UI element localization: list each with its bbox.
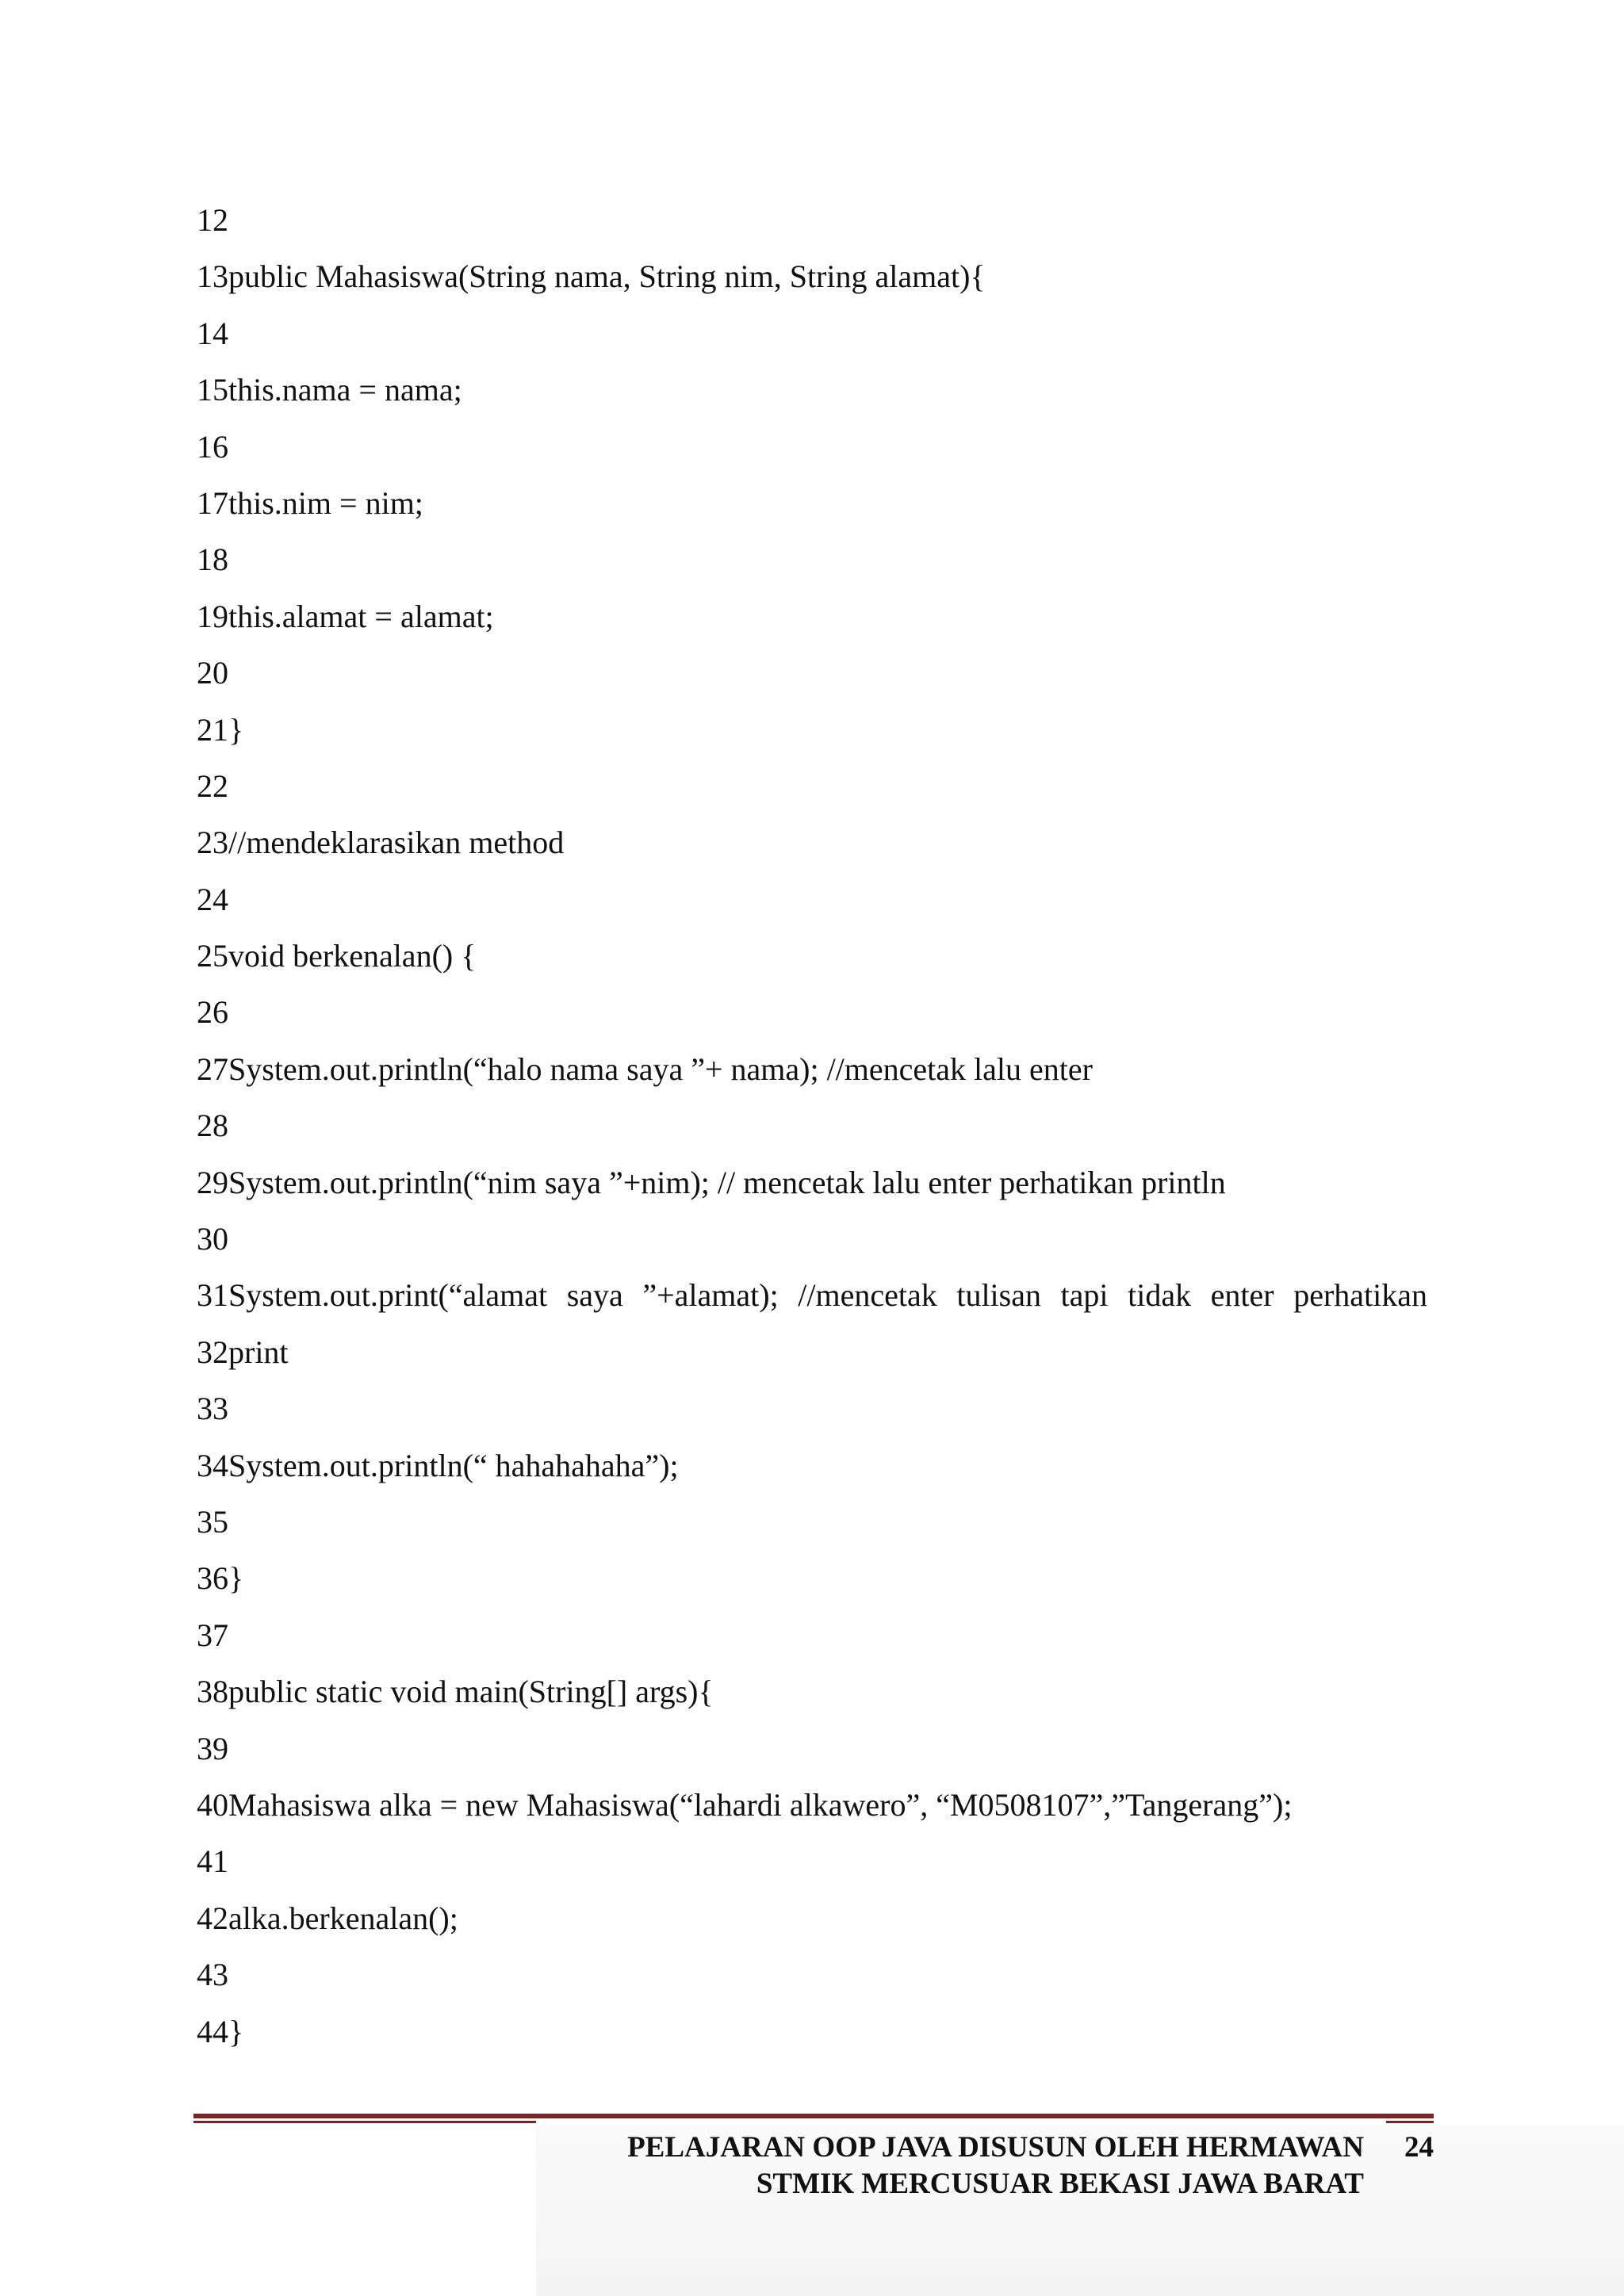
code-line: 24 <box>197 881 228 917</box>
code-listing <box>197 192 1427 2060</box>
page-number: 24 <box>1404 2131 1434 2164</box>
code-line: 37 <box>197 1617 228 1653</box>
code-line: 43 <box>197 1957 228 1993</box>
code-line: 16 <box>197 428 228 465</box>
code-line: 23//mendeklarasikan method <box>197 825 565 861</box>
code-line: 29System.out.println(“nim saya ”+nim); // mencetak lalu enter perhatikan println <box>197 1164 1226 1200</box>
code-line: 14 <box>197 315 228 351</box>
code-line: 17this.nim = nim; <box>197 484 423 521</box>
code-line: 34System.out.println(“ hahahahaha”); <box>197 1447 679 1483</box>
code-line: 31System.out.print(“alamat saya ”+alamat); //mencetak tulisan tapi tidak enter perhatikan <box>197 1277 1427 1314</box>
footer-credit-line-1: PELAJARAN OOP JAVA DISUSUN OLEH HERMAWAN <box>627 2131 1364 2164</box>
code-line: 28 <box>197 1108 228 1144</box>
code-line: 35 <box>197 1503 228 1540</box>
code-line: 25void berkenalan() { <box>197 938 477 974</box>
code-line: 12 <box>197 202 228 238</box>
code-line: 30 <box>197 1221 228 1257</box>
footer-divider <box>193 2114 1434 2125</box>
footer-credit-line-2: STMIK MERCUSUAR BEKASI JAWA BARAT <box>756 2168 1364 2200</box>
code-line: 13public Mahasiswa(String nama, String nim, String alamat){ <box>197 258 986 295</box>
footer-credit <box>555 2130 1364 2202</box>
code-line: 33 <box>197 1391 228 1427</box>
footer-divider-thin-right <box>1386 2121 1434 2123</box>
code-line: 39 <box>197 1730 228 1766</box>
code-line: 36} <box>197 1560 244 1597</box>
code-line: 26 <box>197 994 228 1031</box>
footer-divider-thin-left <box>193 2121 536 2123</box>
code-line: 21} <box>197 711 244 748</box>
code-line: 22 <box>197 767 228 804</box>
code-line: 15this.nama = nama; <box>197 372 462 408</box>
code-line: 20 <box>197 655 228 691</box>
code-line: 27System.out.println(“halo nama saya ”+ nama); //mencetak lalu enter <box>197 1050 1093 1087</box>
code-line: 32print <box>197 1334 289 1370</box>
code-line: 18 <box>197 541 228 578</box>
footer-divider-thick <box>193 2114 1434 2118</box>
code-line: 38public static void main(String[] args){ <box>197 1674 714 1710</box>
code-line: 42alka.berkenalan(); <box>197 1900 458 1936</box>
code-line: 44} <box>197 2013 244 2049</box>
code-line: 41 <box>197 1843 228 1880</box>
code-line: 40Mahasiswa alka = new Mahasiswa(“lahardi alkawero”, “M0508107”,”Tangerang”); <box>197 1786 1293 1823</box>
code-line: 19this.alamat = alamat; <box>197 598 494 634</box>
